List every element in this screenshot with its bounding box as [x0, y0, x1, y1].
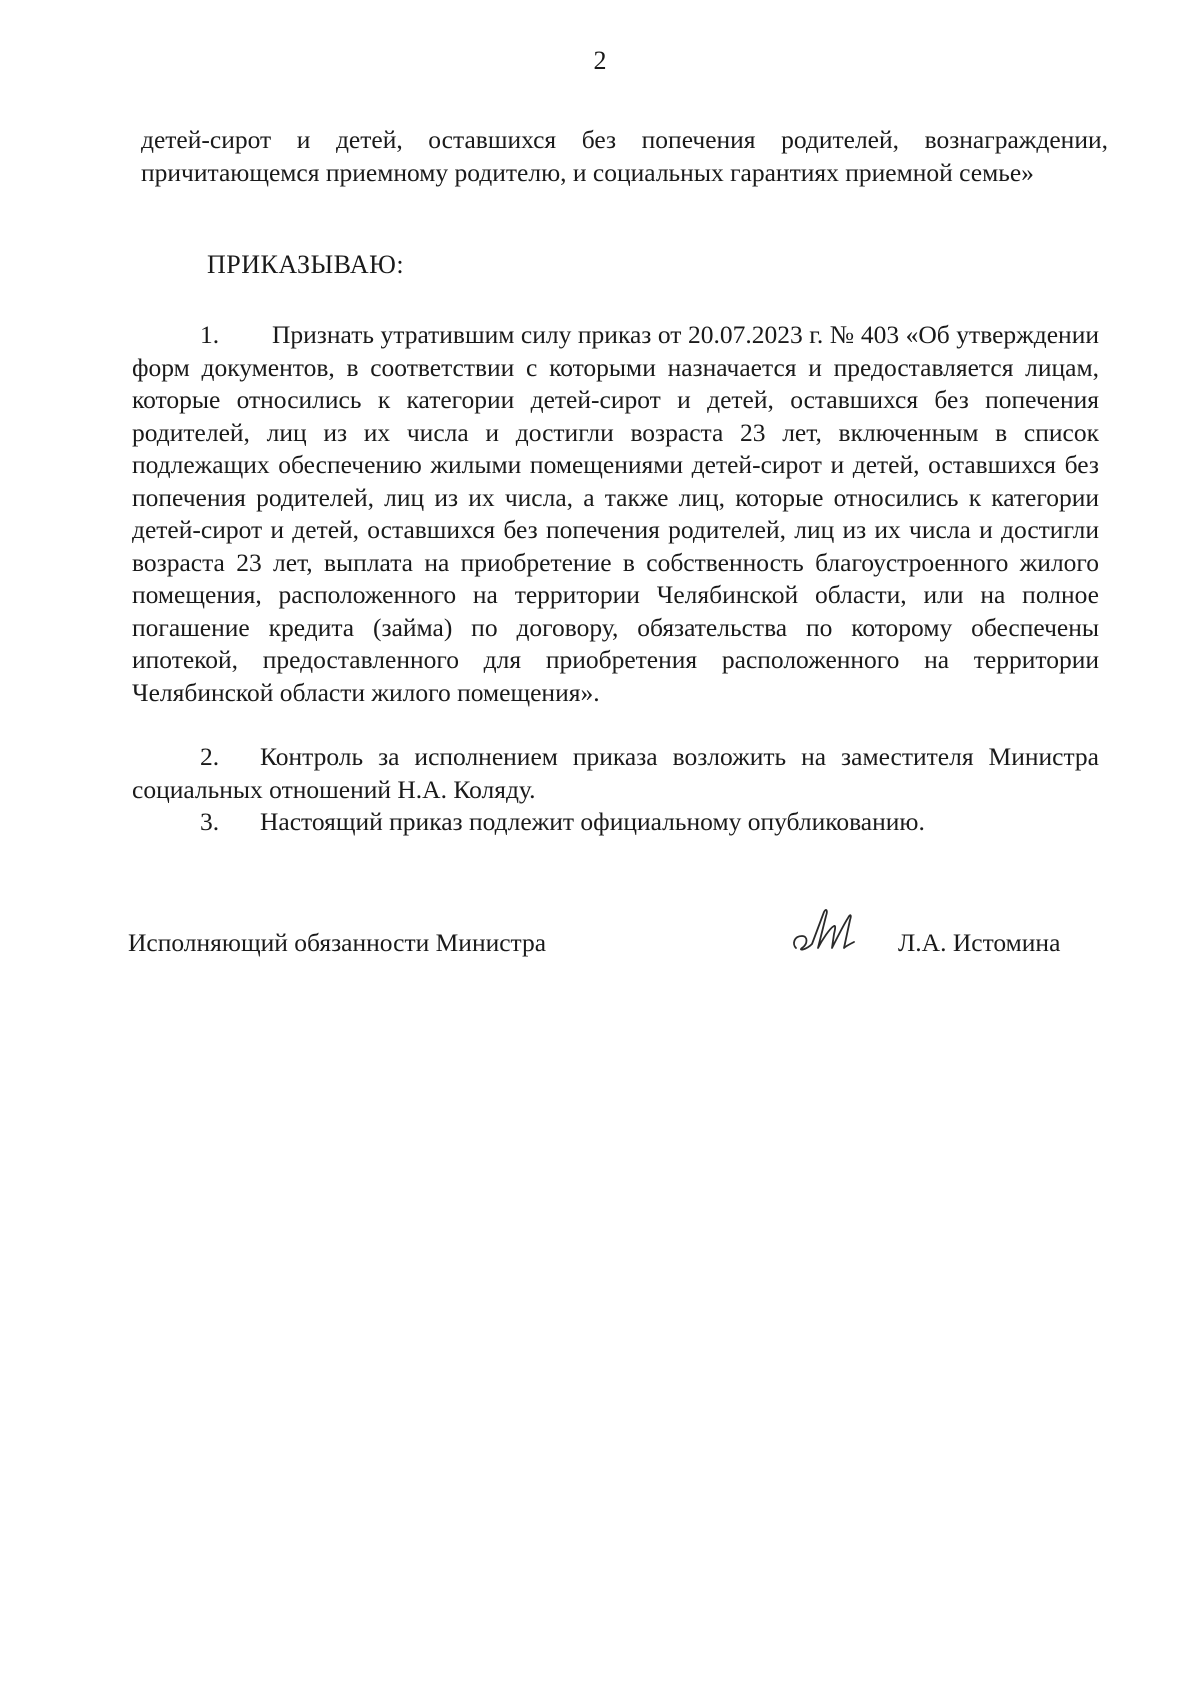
item-text: Настоящий приказ подлежит официальному опубликованию. [260, 807, 925, 836]
signatory-title: Исполняющий обязанности Министра [128, 928, 547, 957]
order-item-2 [132, 741, 1099, 806]
order-heading: ПРИКАЗЫВАЮ: [207, 250, 405, 279]
page-number: 2 [593, 46, 607, 75]
item-text: Признать утратившим силу приказ от 20.07.2023 г. № 403 «Об утверждении форм документов, в соответствии с которыми назначается и предоставляется лицам, которые относились к категории детей-сирот и детей, оставшихся без попечения родителей, лиц из их числа и достигли возраста 23 лет, включенным в список подлежащих обеспечению жилыми помещениями детей-сирот и детей, оставшихся без попечения родителей, лиц из их числа, а также лиц, которые относились к категории детей-сирот и детей, оставшихся без попечения родителей, лиц из их числа и достигли возраста 23 лет, выплата на приобретение в собственность благоустроенного жилого помещения, расположенного на территории Челябинской области, или на полное погашение кредита (займа) по договору, обязательства по которому обеспечены ипотекой, предоставленного для приобретения расположенного на территории Челябинской области жилого помещения». [132, 320, 1099, 707]
intro-paragraph: детей-сирот и детей, оставшихся без попечения родителей, вознаграждении, причитающемся приемному родителю, и социальных гарантиях приемной семье» [141, 125, 1108, 187]
handwritten-signature [788, 900, 868, 960]
signatory-name: Л.А. Истомина [898, 928, 1061, 957]
order-item-3 [132, 806, 1099, 839]
item-number: 1. [200, 320, 220, 349]
item-number: 3. [200, 807, 220, 836]
order-item-1 [132, 319, 1099, 709]
item-number: 2. [200, 742, 220, 771]
item-text: Контроль за исполнением приказа возложить на заместителя Министра социальных отношений Н.А. Коляду. [132, 742, 1099, 804]
